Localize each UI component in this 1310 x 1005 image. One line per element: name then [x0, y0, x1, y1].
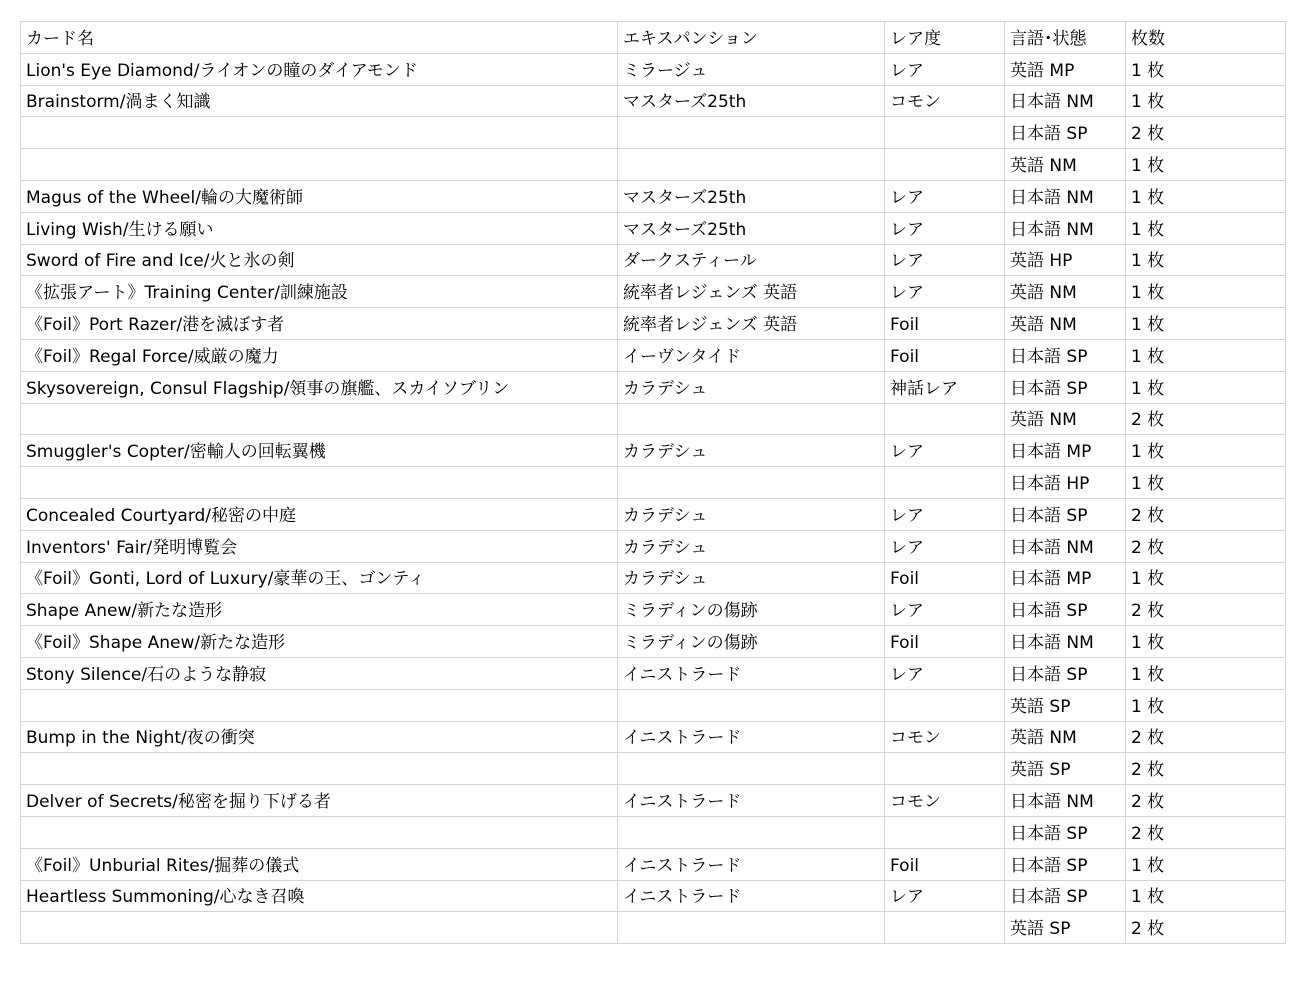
- cell-expansion: カラデシュ: [618, 371, 885, 403]
- cell-expansion: カラデシュ: [618, 530, 885, 562]
- table-row: [21, 816, 1286, 848]
- cell-card-name: [21, 117, 618, 149]
- cell-quantity: 1 枚: [1126, 435, 1286, 467]
- table-row: [21, 626, 1286, 658]
- cell-language-condition: 英語 SP: [1005, 689, 1126, 721]
- table-row: [21, 180, 1286, 212]
- cell-expansion: 統率者レジェンズ 英語: [618, 308, 885, 340]
- cell-expansion: [618, 912, 885, 944]
- cell-card-name: Shape Anew/新たな造形: [21, 594, 618, 626]
- cell-rarity: Foil: [885, 339, 1005, 371]
- table-row: [21, 753, 1286, 785]
- cell-quantity: 1 枚: [1126, 149, 1286, 181]
- cell-rarity: [885, 467, 1005, 499]
- cell-expansion: マスターズ25th: [618, 85, 885, 117]
- cell-rarity: [885, 753, 1005, 785]
- cell-quantity: 2 枚: [1126, 594, 1286, 626]
- cell-expansion: イニストラード: [618, 785, 885, 817]
- cell-language-condition: 日本語 NM: [1005, 785, 1126, 817]
- cell-rarity: Foil: [885, 562, 1005, 594]
- cell-rarity: コモン: [885, 85, 1005, 117]
- cell-expansion: マスターズ25th: [618, 212, 885, 244]
- cell-quantity: 1 枚: [1126, 180, 1286, 212]
- table-body: [21, 22, 1286, 944]
- cell-language-condition: 日本語 NM: [1005, 212, 1126, 244]
- cell-quantity: 2 枚: [1126, 530, 1286, 562]
- cell-language-condition: 日本語 NM: [1005, 626, 1126, 658]
- cell-quantity: 2 枚: [1126, 498, 1286, 530]
- cell-quantity: 1 枚: [1126, 339, 1286, 371]
- cell-expansion: ミラディンの傷跡: [618, 594, 885, 626]
- cell-card-name: Skysovereign, Consul Flagship/領事の旗艦、スカイソブリン: [21, 371, 618, 403]
- cell-card-name: 《拡張アート》Training Center/訓練施設: [21, 276, 618, 308]
- cell-quantity: 1 枚: [1126, 371, 1286, 403]
- cell-language-condition: 英語 SP: [1005, 912, 1126, 944]
- cell-quantity: 2 枚: [1126, 785, 1286, 817]
- cell-quantity: 1 枚: [1126, 467, 1286, 499]
- cell-expansion: [618, 689, 885, 721]
- cell-quantity: 2 枚: [1126, 816, 1286, 848]
- cell-card-name: [21, 753, 618, 785]
- cell-rarity: レア: [885, 530, 1005, 562]
- cell-expansion: 統率者レジェンズ 英語: [618, 276, 885, 308]
- cell-card-name: Living Wish/生ける願い: [21, 212, 618, 244]
- cell-rarity: 神話レア: [885, 371, 1005, 403]
- cell-language-condition: 日本語 SP: [1005, 498, 1126, 530]
- cell-card-name: Magus of the Wheel/輪の大魔術師: [21, 180, 618, 212]
- cell-language-condition: 英語 MP: [1005, 53, 1126, 85]
- table-row: [21, 212, 1286, 244]
- cell-quantity: 1 枚: [1126, 212, 1286, 244]
- cell-rarity: Foil: [885, 848, 1005, 880]
- cell-quantity: 1 枚: [1126, 880, 1286, 912]
- cell-expansion: [618, 816, 885, 848]
- cell-language-condition: 英語 HP: [1005, 244, 1126, 276]
- header-language-condition: 言語･状態: [1005, 22, 1126, 54]
- table-row: [21, 467, 1286, 499]
- cell-language-condition: 日本語 NM: [1005, 85, 1126, 117]
- cell-rarity: レア: [885, 657, 1005, 689]
- cell-quantity: 1 枚: [1126, 276, 1286, 308]
- cell-language-condition: 日本語 HP: [1005, 467, 1126, 499]
- header-row: [21, 22, 1286, 54]
- table-row: [21, 85, 1286, 117]
- table-row: [21, 689, 1286, 721]
- cell-language-condition: 日本語 NM: [1005, 180, 1126, 212]
- table-row: [21, 530, 1286, 562]
- cell-rarity: Foil: [885, 308, 1005, 340]
- cell-rarity: [885, 816, 1005, 848]
- cell-quantity: 1 枚: [1126, 657, 1286, 689]
- cell-language-condition: 日本語 MP: [1005, 562, 1126, 594]
- cell-rarity: レア: [885, 53, 1005, 85]
- cell-card-name: [21, 467, 618, 499]
- cell-expansion: イニストラード: [618, 721, 885, 753]
- cell-quantity: 2 枚: [1126, 721, 1286, 753]
- cell-language-condition: 日本語 SP: [1005, 339, 1126, 371]
- cell-quantity: 1 枚: [1126, 308, 1286, 340]
- cell-card-name: Lion's Eye Diamond/ライオンの瞳のダイアモンド: [21, 53, 618, 85]
- table-row: [21, 785, 1286, 817]
- table-row: [21, 657, 1286, 689]
- header-quantity: 枚数: [1126, 22, 1286, 54]
- cell-card-name: 《Foil》Unburial Rites/掘葬の儀式: [21, 848, 618, 880]
- table-row: [21, 562, 1286, 594]
- cell-language-condition: 英語 NM: [1005, 149, 1126, 181]
- cell-card-name: Sword of Fire and Ice/火と氷の剣: [21, 244, 618, 276]
- cell-quantity: 2 枚: [1126, 403, 1286, 435]
- cell-card-name: [21, 912, 618, 944]
- cell-quantity: 1 枚: [1126, 626, 1286, 658]
- cell-card-name: [21, 403, 618, 435]
- cell-card-name: Bump in the Night/夜の衝突: [21, 721, 618, 753]
- cell-rarity: [885, 149, 1005, 181]
- cell-card-name: [21, 689, 618, 721]
- card-inventory-table: [20, 21, 1286, 944]
- cell-expansion: ミラディンの傷跡: [618, 626, 885, 658]
- cell-language-condition: 英語 NM: [1005, 403, 1126, 435]
- table-row: [21, 276, 1286, 308]
- cell-language-condition: 英語 NM: [1005, 276, 1126, 308]
- cell-quantity: 1 枚: [1126, 85, 1286, 117]
- cell-quantity: 1 枚: [1126, 848, 1286, 880]
- table-row: [21, 912, 1286, 944]
- cell-expansion: イニストラード: [618, 657, 885, 689]
- cell-quantity: 2 枚: [1126, 912, 1286, 944]
- header-expansion: エキスパンション: [618, 22, 885, 54]
- cell-rarity: コモン: [885, 785, 1005, 817]
- cell-expansion: [618, 117, 885, 149]
- cell-language-condition: 日本語 SP: [1005, 848, 1126, 880]
- cell-language-condition: 英語 NM: [1005, 721, 1126, 753]
- cell-card-name: 《Foil》Gonti, Lord of Luxury/豪華の王、ゴンティ: [21, 562, 618, 594]
- cell-card-name: 《Foil》Port Razer/港を滅ぼす者: [21, 308, 618, 340]
- cell-language-condition: 英語 SP: [1005, 753, 1126, 785]
- table-row: [21, 244, 1286, 276]
- cell-expansion: カラデシュ: [618, 435, 885, 467]
- cell-card-name: Delver of Secrets/秘密を掘り下げる者: [21, 785, 618, 817]
- cell-expansion: [618, 467, 885, 499]
- cell-quantity: 1 枚: [1126, 244, 1286, 276]
- cell-card-name: Brainstorm/渦まく知識: [21, 85, 618, 117]
- cell-rarity: レア: [885, 244, 1005, 276]
- cell-expansion: [618, 403, 885, 435]
- cell-card-name: Concealed Courtyard/秘密の中庭: [21, 498, 618, 530]
- cell-card-name: Smuggler's Copter/密輸人の回転翼機: [21, 435, 618, 467]
- cell-rarity: [885, 912, 1005, 944]
- table-row: [21, 53, 1286, 85]
- table-row: [21, 339, 1286, 371]
- table-row: [21, 721, 1286, 753]
- table-row: [21, 371, 1286, 403]
- table-row: [21, 880, 1286, 912]
- cell-expansion: イーヴンタイド: [618, 339, 885, 371]
- header-rarity: レア度: [885, 22, 1005, 54]
- table-row: [21, 149, 1286, 181]
- cell-rarity: レア: [885, 594, 1005, 626]
- cell-expansion: マスターズ25th: [618, 180, 885, 212]
- cell-expansion: ダークスティール: [618, 244, 885, 276]
- cell-language-condition: 日本語 SP: [1005, 657, 1126, 689]
- cell-language-condition: 英語 NM: [1005, 308, 1126, 340]
- table-row: [21, 117, 1286, 149]
- cell-rarity: レア: [885, 498, 1005, 530]
- cell-quantity: 1 枚: [1126, 562, 1286, 594]
- cell-language-condition: 日本語 MP: [1005, 435, 1126, 467]
- cell-rarity: レア: [885, 276, 1005, 308]
- cell-expansion: イニストラード: [618, 848, 885, 880]
- cell-card-name: 《Foil》Regal Force/威厳の魔力: [21, 339, 618, 371]
- cell-rarity: レア: [885, 880, 1005, 912]
- cell-quantity: 1 枚: [1126, 689, 1286, 721]
- cell-card-name: [21, 816, 618, 848]
- cell-expansion: イニストラード: [618, 880, 885, 912]
- table-row: [21, 594, 1286, 626]
- cell-language-condition: 日本語 NM: [1005, 530, 1126, 562]
- cell-quantity: 2 枚: [1126, 753, 1286, 785]
- header-card-name: カード名: [21, 22, 618, 54]
- cell-language-condition: 日本語 SP: [1005, 371, 1126, 403]
- cell-expansion: ミラージュ: [618, 53, 885, 85]
- cell-quantity: 1 枚: [1126, 53, 1286, 85]
- cell-card-name: 《Foil》Shape Anew/新たな造形: [21, 626, 618, 658]
- cell-card-name: Stony Silence/石のような静寂: [21, 657, 618, 689]
- cell-rarity: レア: [885, 212, 1005, 244]
- table-row: [21, 403, 1286, 435]
- table-row: [21, 435, 1286, 467]
- cell-card-name: Inventors' Fair/発明博覧会: [21, 530, 618, 562]
- cell-language-condition: 日本語 SP: [1005, 880, 1126, 912]
- cell-rarity: Foil: [885, 626, 1005, 658]
- table-row: [21, 848, 1286, 880]
- cell-language-condition: 日本語 SP: [1005, 594, 1126, 626]
- cell-card-name: Heartless Summoning/心なき召喚: [21, 880, 618, 912]
- cell-language-condition: 日本語 SP: [1005, 117, 1126, 149]
- cell-rarity: レア: [885, 180, 1005, 212]
- cell-expansion: [618, 149, 885, 181]
- table-row: [21, 498, 1286, 530]
- cell-rarity: コモン: [885, 721, 1005, 753]
- cell-rarity: レア: [885, 435, 1005, 467]
- cell-expansion: カラデシュ: [618, 498, 885, 530]
- cell-rarity: [885, 689, 1005, 721]
- cell-quantity: 2 枚: [1126, 117, 1286, 149]
- cell-language-condition: 日本語 SP: [1005, 816, 1126, 848]
- cell-card-name: [21, 149, 618, 181]
- cell-expansion: カラデシュ: [618, 562, 885, 594]
- cell-rarity: [885, 117, 1005, 149]
- cell-expansion: [618, 753, 885, 785]
- cell-rarity: [885, 403, 1005, 435]
- table-row: [21, 308, 1286, 340]
